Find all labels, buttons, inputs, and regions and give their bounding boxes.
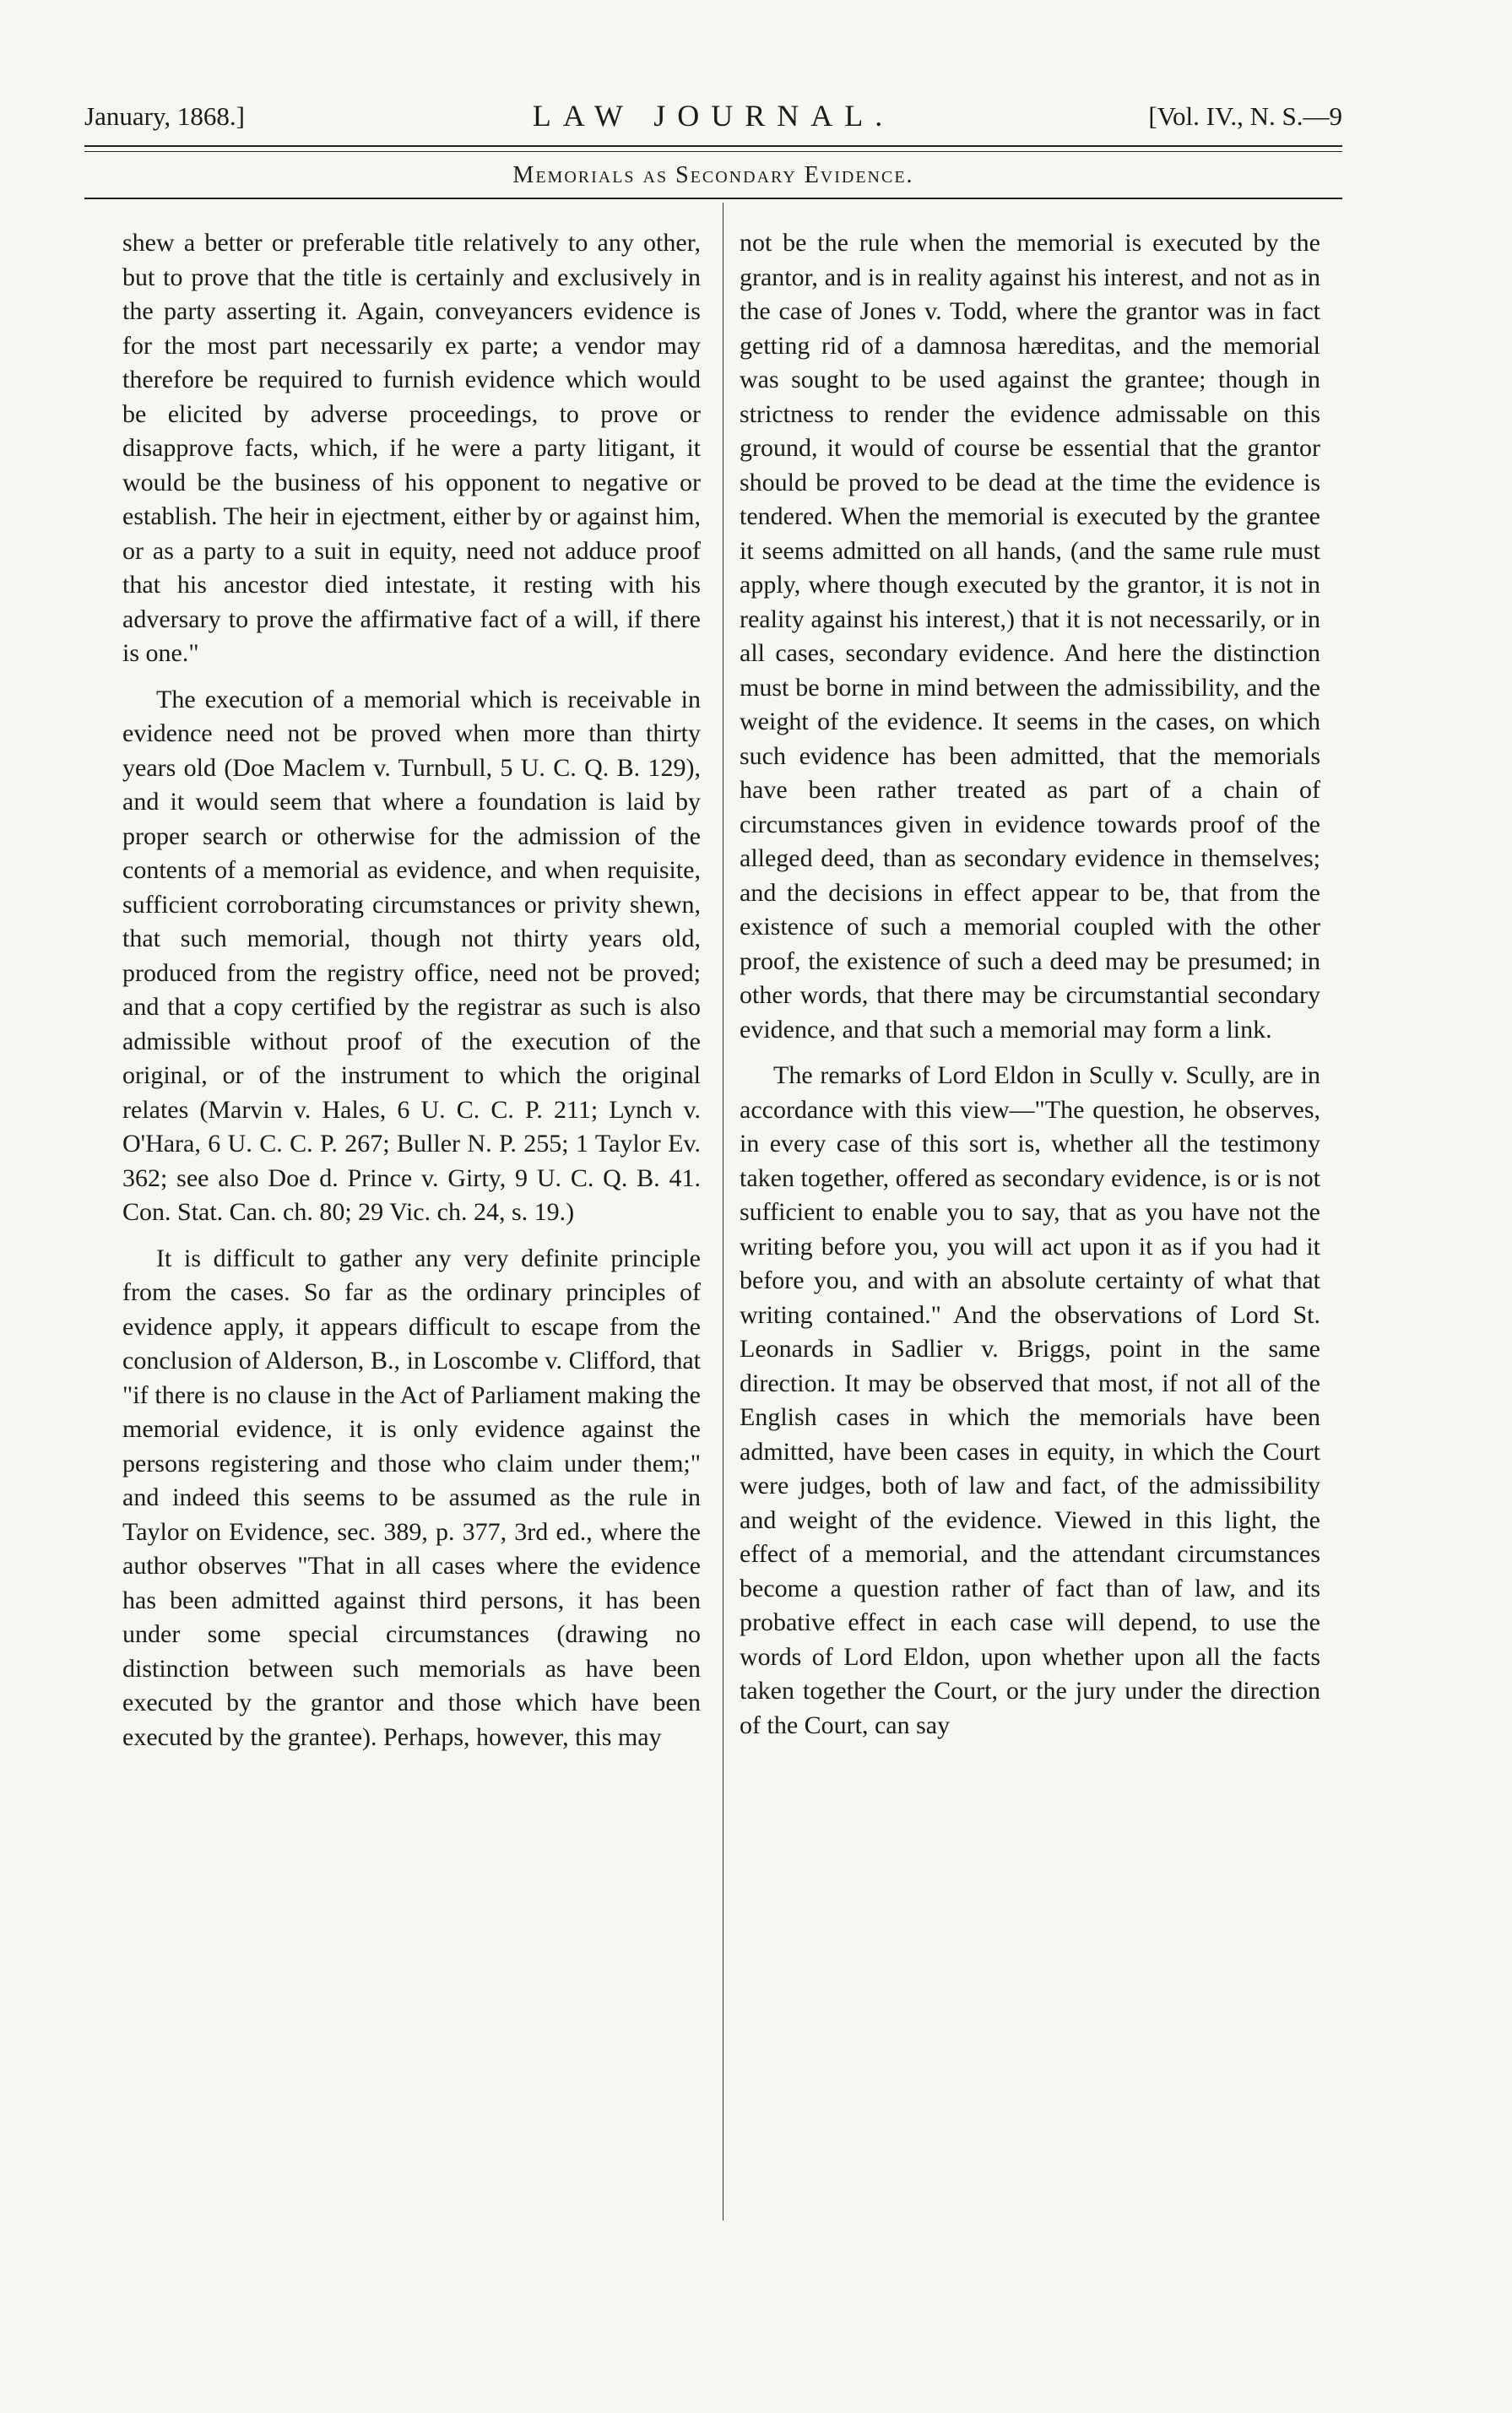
- paragraph: not be the rule when the memorial is executed by the grantor, and is in reality against his interest, and not as in the case of Jones v. Todd, where the grantor was in fact getting rid of a damnosa hæreditas, and the memorial was sought to be used against the grantee; though in strictness to render the evidence admissable on this ground, it would of course be essential that the grantor should be proved to be dead at the time the evidence is tendered. When the memorial is executed by the grantee it seems admitted on all hands, (and the same rule must apply, where though executed by the grantor, it is not in reality against his interest,) that it is not necessarily, or in all cases, secondary evidence. And here the distinction must be borne in mind between the admissibility, and the weight of the evidence. It seems in the cases, on which such evidence has been admitted, that the memorials have been rather treated as part of a chain of circumstances given in evidence towards proof of the alleged deed, than as secondary evidence in themselves; and the decisions in effect appear to be, that from the existence of such a memorial coupled with the other proof, the existence of such a deed may be presumed; in other words, that there may be circumstantial secondary evidence, and that such a memorial may form a link.: [740, 229, 1320, 1044]
- paragraph: The execution of a memorial which is receivable in evidence need not be proved when more than thirty years old (Doe Maclem v. Turnbull, 5 U. C. Q. B. 129), and it would seem that where a foundation is laid by proper search or otherwise for the admission of the contents of a memorial as evidence, and when requisite, sufficient corroborating circumstances or privity shewn, that such memorial, though not thirty years old, produced from the registry office, need not be proved; and that a copy certified by the registrar as such is also admissible without proof of the execution of the original, or of the instrument to which the original relates (Marvin v. Hales, 6 U. C. C. P. 211; Lynch v. O'Hara, 6 U. C. C. P. 267; Buller N. P. 255; 1 Taylor Ev. 362; see also Doe d. Prince v. Girty, 9 U. C. Q. B. 41. Con. Stat. Can. ch. 80; 29 Vic. ch. 24, s. 19.): [122, 685, 701, 1226]
- paragraph: It is difficult to gather any very definite principle from the cases. So far as the ordinary principles of evidence apply, it appears difficult to escape from the conclusion of Alderson, B., in Loscombe v. Clifford, that "if there is no clause in the Act of Parliament making the memorial evidence, it is only evidence against the persons registering and those who claim under them;" and indeed this seems to be assumed as the rule in Taylor on Evidence, sec. 389, p. 377, 3rd ed., where the author observes "That in all cases where the evidence has been admitted against third persons, it has been under some special circumstances (drawing no distinction between such memorials as have been executed by the grantor and those which have been executed by the grantee). Perhaps, however, this may: [122, 1244, 701, 1751]
- left-column: [122, 226, 701, 1766]
- running-header: [84, 95, 1342, 137]
- section-rule: [84, 198, 1342, 199]
- journal-title: LAW JOURNAL.: [532, 99, 895, 133]
- header-date: January, 1868.]: [84, 101, 245, 131]
- right-column: [740, 226, 1320, 1754]
- volume-page: [Vol. IV., N. S.—9: [1148, 101, 1342, 131]
- paragraph: The remarks of Lord Eldon in Scully v. Scully, are in accordance with this view—"The question, he observes, in every case of this sort is, whether all the testimony taken together, offered as secondary evidence, is or is not sufficient to enable you to say, that as you have not the writing before you, you will act upon it as if you had it before you, and with an absolute certainty of what that writing contained." And the observations of Lord St. Leonards in Sadlier v. Briggs, point in the same direction. It may be observed that most, if not all of the English cases in which the memorials have been admitted, have been cases in equity, in which the Court were judges, both of law and fact, of the admissibility and weight of the evidence. Viewed in this light, the effect of a memorial, and the attendant circumstances become a question rather of fact than of law, and its probative effect in each case will depend, to use the words of Lord Eldon, upon whether upon all the facts taken together the Court, or the jury under the direction of the Court, can say: [740, 1061, 1320, 1739]
- header-rule-thin: [84, 151, 1342, 152]
- section-title: Memorials as Secondary Evidence.: [512, 162, 914, 188]
- paragraph: shew a better or preferable title relatively to any other, but to prove that the title is certainly and exclusively in the party asserting it. Again, conveyancers evidence is for the most part necessarily ex parte; a vendor may therefore be required to furnish evidence which would be elicited by adverse proceedings, to prove or disapprove facts, which, if he were a party litigant, it would be the business of his opponent to negative or establish. The heir in ejectment, either by or against him, or as a party to a suit in equity, need not adduce proof that his ancestor died intestate, it resting with his adversary to prove the affirmative fact of a will, if there is one.": [122, 229, 701, 667]
- header-rule-thick: [84, 145, 1342, 147]
